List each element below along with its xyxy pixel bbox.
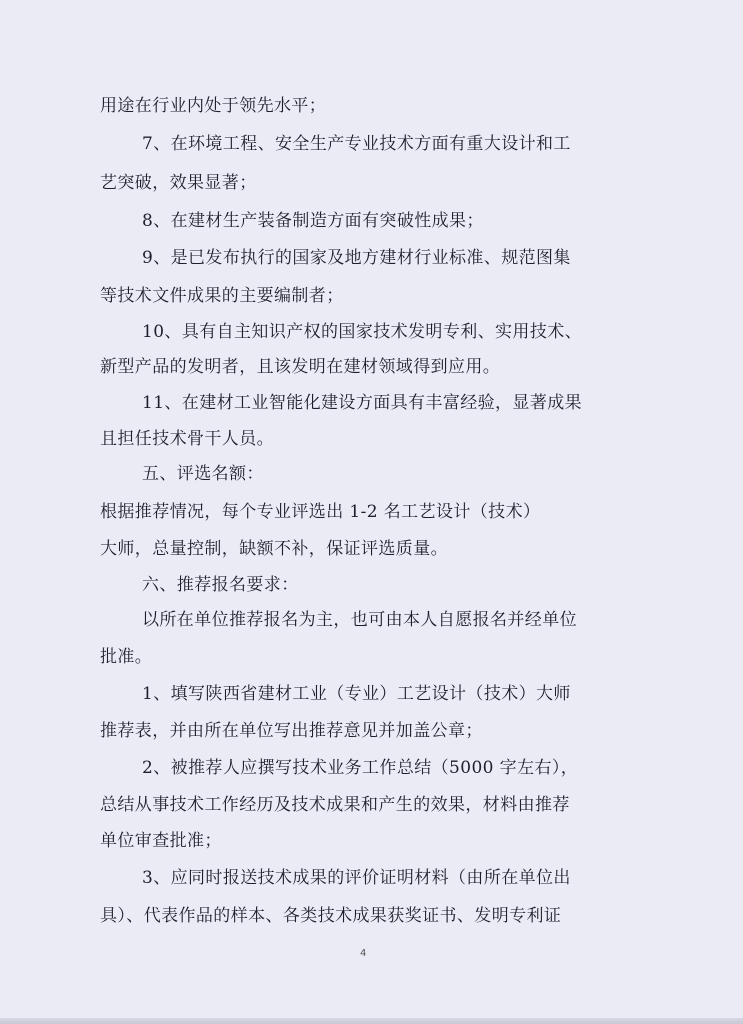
text-line: 根据推荐情况，每个专业评选出 1-2 名工艺设计（技术） <box>100 502 541 522</box>
text-line: 等技术文件成果的主要编制者； <box>100 286 344 306</box>
text-line: 以所在单位推荐报名为主，也可由本人自愿报名并经单位 <box>142 610 577 630</box>
scan-edge <box>0 1018 743 1024</box>
text-line: 8、在建材生产装备制造方面有突破性成果； <box>142 211 484 231</box>
text-line: 大师，总量控制，缺额不补，保证评选质量。 <box>100 539 448 559</box>
text-line: 10、具有自主知识产权的国家技术发明专利、实用技术、 <box>142 322 583 342</box>
text-line: 用途在行业内处于领先水平； <box>100 96 327 116</box>
section-heading: 五、评选名额： <box>142 464 264 484</box>
text-line: 1、填写陕西省建材工业（专业）工艺设计（技术）大师 <box>142 684 571 704</box>
text-line: 7、在环境工程、安全生产专业技术方面有重大设计和工 <box>142 134 571 154</box>
text-line: 新型产品的发明者，且该发明在建材领域得到应用。 <box>100 357 501 377</box>
text-line: 9、是已发布执行的国家及地方建材行业标准、规范图集 <box>142 248 571 268</box>
section-heading: 六、推荐报名要求： <box>142 575 299 595</box>
text-line: 2、被推荐人应撰写技术业务工作总结（5000 字左右）， <box>142 758 579 778</box>
text-line: 艺突破，效果显著； <box>100 173 257 193</box>
text-line: 具）、代表作品的样本、各类技术成果获奖证书、发明专利证 <box>100 906 562 926</box>
text-line: 单位审查批准； <box>100 831 222 851</box>
text-line: 总结从事技术工作经历及技术成果和产生的效果，材料由推荐 <box>100 795 570 815</box>
text-line: 11、在建材工业智能化建设方面具有丰富经验，显著成果 <box>142 393 583 413</box>
text-line: 批准。 <box>100 647 153 667</box>
page-number: 4 <box>360 948 367 959</box>
text-line: 3、应同时报送技术成果的评价证明材料（由所在单位出 <box>142 868 571 888</box>
text-line: 推荐表，并由所在单位写出推荐意见并加盖公章； <box>100 721 483 741</box>
text-line: 且担任技术骨干人员。 <box>100 429 274 449</box>
